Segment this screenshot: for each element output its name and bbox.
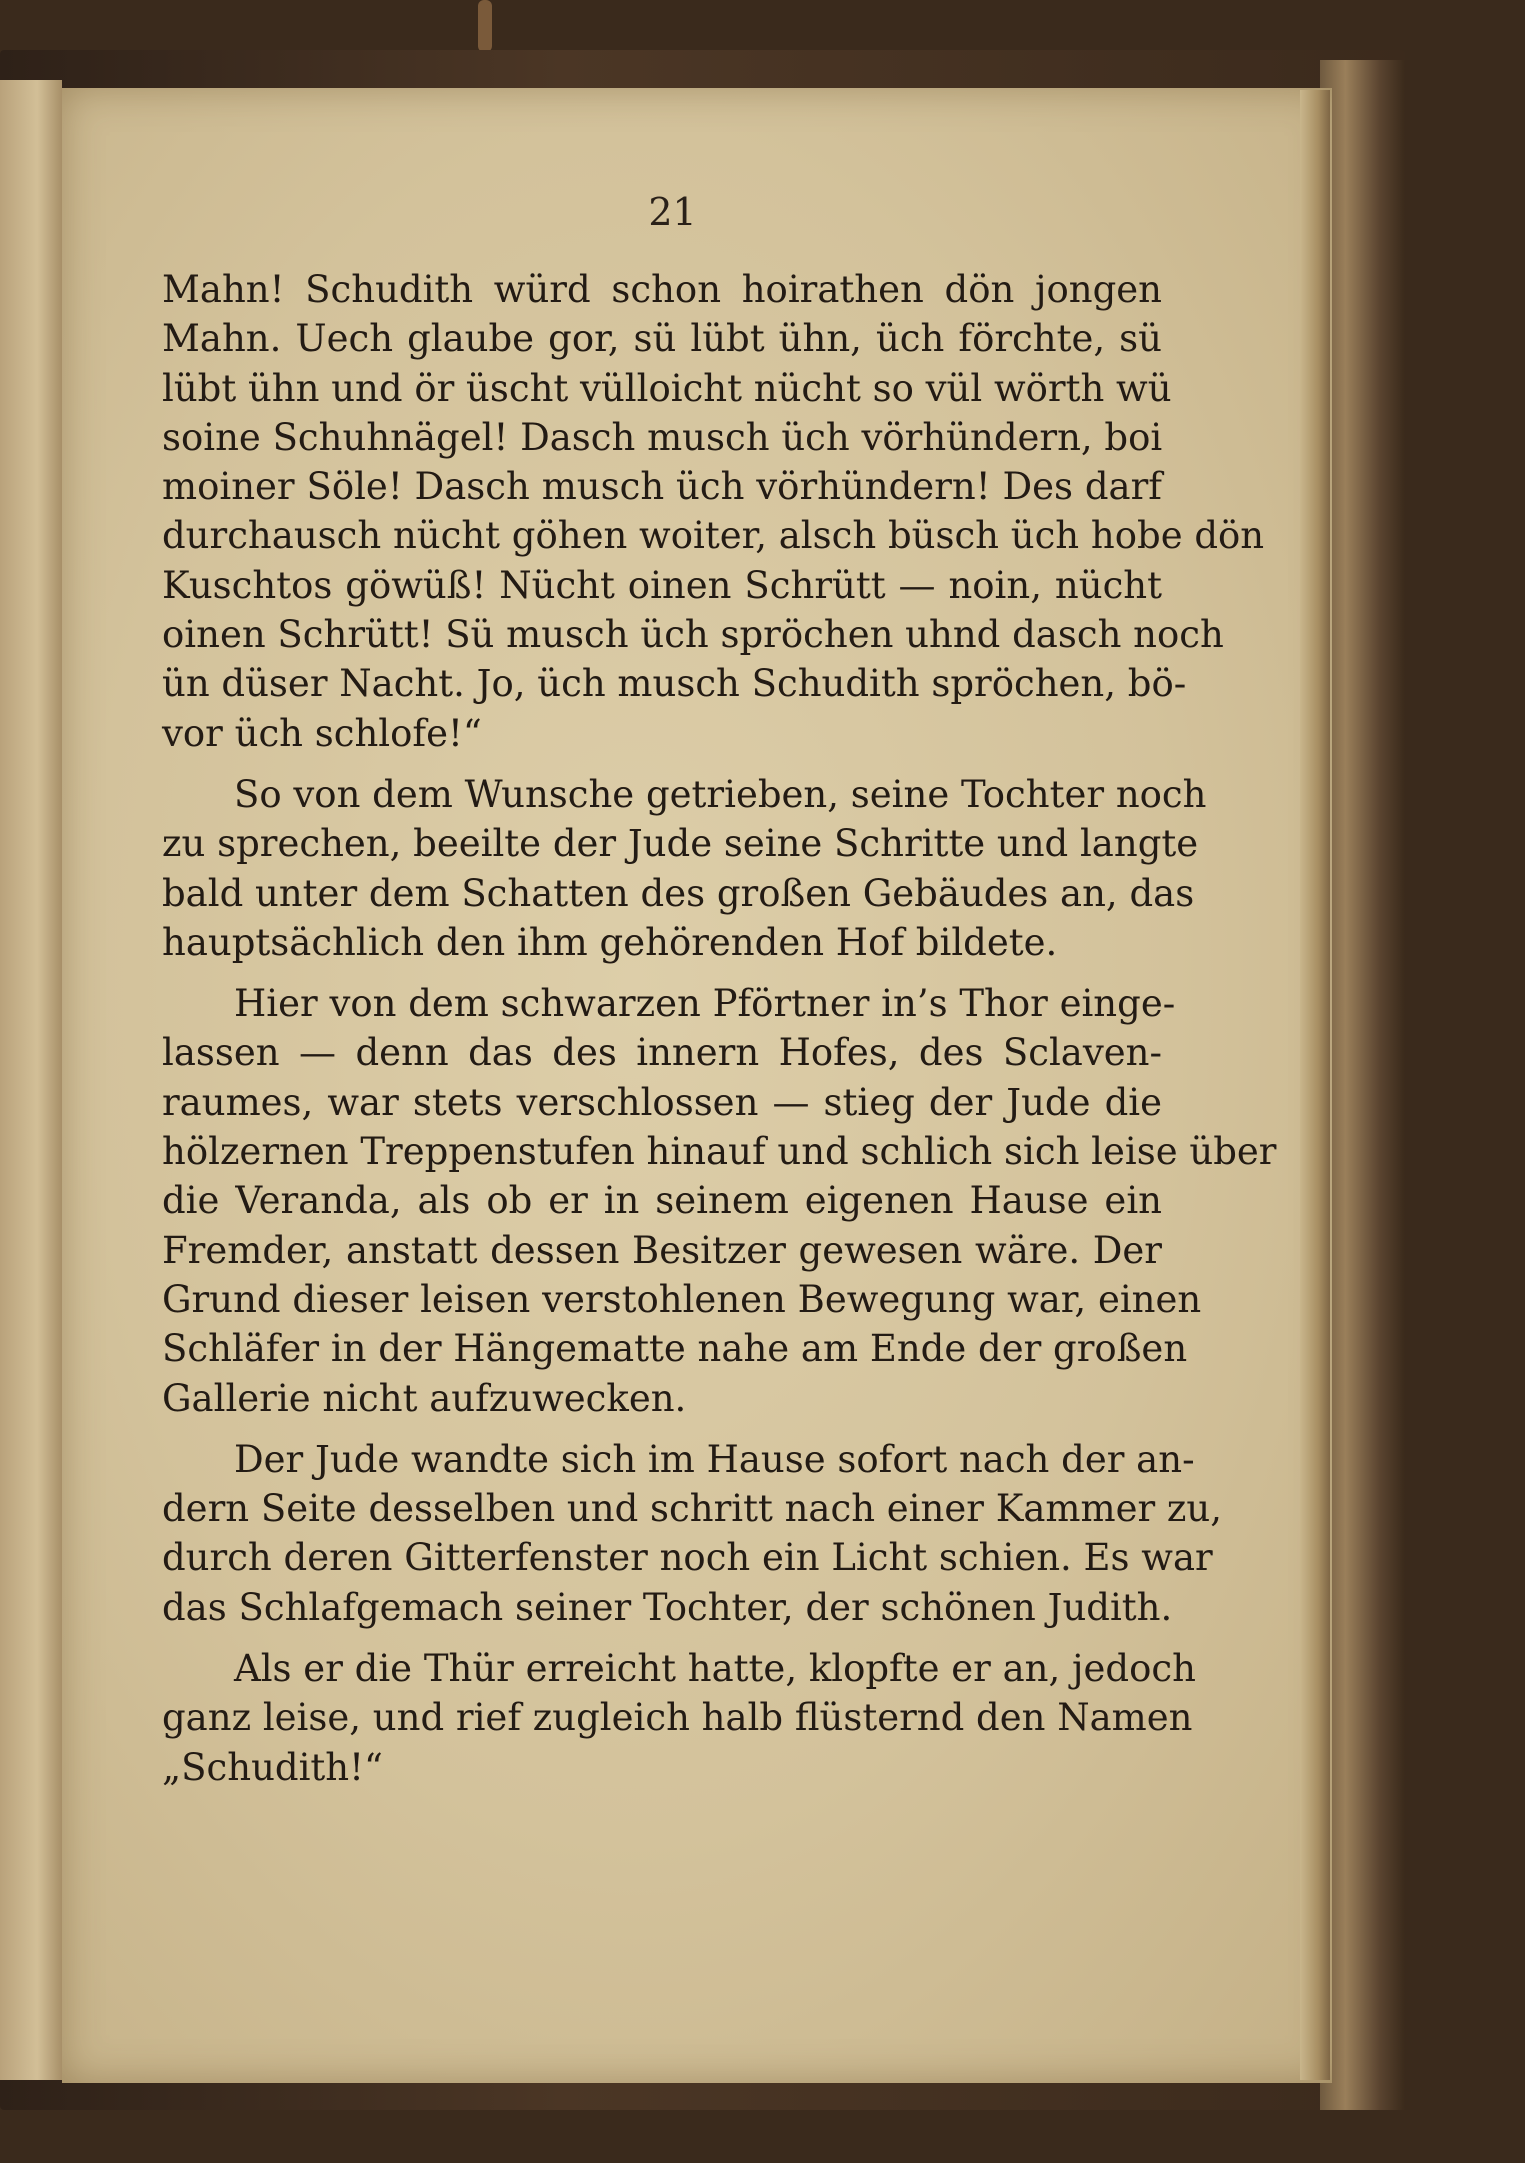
- paragraph: [162, 265, 1265, 758]
- page-number: 21: [648, 190, 697, 234]
- text-line: „Schudith!“: [162, 1745, 383, 1789]
- text-line: hauptsächlich den ihm gehörenden Hof bildete.: [162, 920, 1058, 964]
- text-line: dern Seite desselben und schritt nach einer Kammer zu,: [162, 1487, 1222, 1531]
- text-line: Mahn! Schudith würd schon hoirathen dön jongen: [162, 268, 1162, 311]
- text-line: moiner Söle! Dasch musch üch vörhündern! Des darf: [162, 465, 1162, 509]
- text-line: Gallerie nicht aufzuwecken.: [162, 1376, 687, 1420]
- paragraph: [162, 1435, 1222, 1632]
- text-line: Hier von dem schwarzen Pförtner in’s Thor einge-: [234, 982, 1176, 1026]
- book-spine-edge: [1320, 60, 1405, 2110]
- text-line: Der Jude wandte sich im Hause sofort nach der an-: [234, 1437, 1195, 1481]
- text-line: Grund dieser leisen verstohlenen Bewegung war, einen: [162, 1277, 1202, 1321]
- text-line: So von dem Wunsche getrieben, seine Tochter noch: [234, 772, 1207, 816]
- text-line: Fremder, anstatt dessen Besitzer gewesen wäre. Der: [162, 1228, 1162, 1272]
- text-line: ün düser Nacht. Jo, üch musch Schudith spröchen, bö-: [162, 662, 1187, 706]
- text-line: lübt ühn und ör üscht vülloicht nücht so vül wörth wü: [162, 366, 1172, 410]
- text-line: das Schlafgemach seiner Tochter, der schönen Judith.: [162, 1585, 1173, 1629]
- paragraph: [162, 1644, 1196, 1792]
- text-line: soine Schuhnägel! Dasch musch üch vörhündern, boi: [162, 415, 1163, 459]
- paragraph: [162, 770, 1207, 967]
- text-line: Kuschtos göwüß! Nücht oinen Schrütt — noin, nücht: [162, 563, 1162, 607]
- text-line: hölzernen Treppenstufen hinauf und schlich sich leise über: [162, 1130, 1277, 1174]
- text-line: Als er die Thür erreicht hatte, klopfte er an, jedoch: [234, 1647, 1196, 1691]
- text-line: vor üch schlofe!“: [162, 711, 482, 755]
- text-line: durch deren Gitterfenster noch ein Licht schien. Es war: [162, 1536, 1213, 1580]
- text-line: ganz leise, und rief zugleich halb flüsternd den Namen: [162, 1696, 1193, 1740]
- page-stack-edge: [1300, 90, 1330, 2080]
- text-line: die Veranda, als ob er in seinem eigenen Hause ein: [162, 1179, 1162, 1223]
- text-line: bald unter dem Schatten des großen Gebäudes an, das: [162, 871, 1195, 915]
- text-line: durchausch nücht göhen woiter, alsch büsch üch hobe dön: [162, 514, 1265, 558]
- text-line: zu sprechen, beeilte der Jude seine Schritte und langte: [162, 822, 1199, 866]
- bookmark-ribbon: [478, 0, 492, 52]
- text-line: Mahn. Uech glaube gor, sü lübt ühn, üch förchte, sü: [162, 317, 1162, 361]
- text-line: Schläfer in der Hängematte nahe am Ende der großen: [162, 1327, 1188, 1371]
- previous-page-edge: [0, 80, 62, 2080]
- text-line: oinen Schrütt! Sü musch üch spröchen uhnd dasch noch: [162, 613, 1224, 657]
- page-body: [162, 265, 1277, 1792]
- paragraph: [162, 979, 1277, 1423]
- text-line: raumes, war stets verschlossen — stieg der Jude die: [162, 1080, 1162, 1124]
- text-line: lassen — denn das des innern Hofes, des Sclaven-: [162, 1031, 1162, 1075]
